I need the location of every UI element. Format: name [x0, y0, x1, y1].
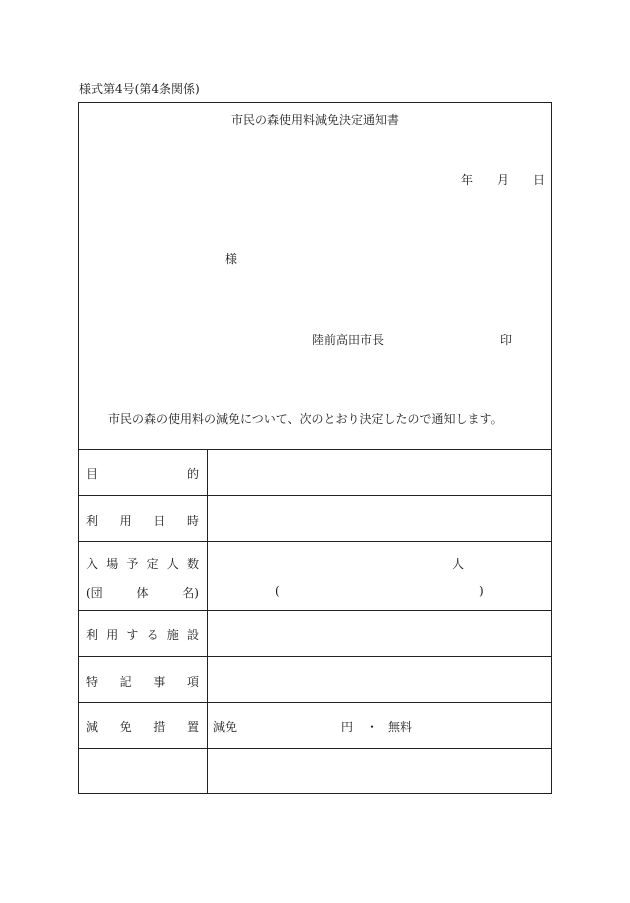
row-purpose — [79, 449, 551, 495]
seal-mark: 印 — [500, 333, 513, 347]
purpose-value — [208, 450, 551, 495]
char: (団 — [86, 586, 103, 600]
separator-dot: ・ — [366, 720, 379, 734]
char: 時 — [186, 514, 199, 528]
purpose-label — [79, 450, 208, 495]
char: る — [146, 628, 159, 642]
attendance-label — [79, 542, 208, 610]
use-datetime-label — [79, 496, 208, 541]
facilities-label — [79, 611, 208, 656]
notice-text: 市民の森の使用料の減免について、次のとおり決定したので通知します。 — [108, 412, 503, 426]
row-remarks — [79, 656, 551, 702]
remarks-label — [79, 657, 208, 702]
yen-unit: 円 — [341, 720, 354, 734]
char: 項 — [186, 675, 199, 689]
group-paren-open: ( — [275, 584, 280, 598]
row-facilities — [79, 610, 551, 656]
row-blank — [79, 748, 551, 794]
char: 措 — [153, 720, 166, 734]
year-label: 年 — [460, 173, 473, 187]
char: 数 — [186, 557, 199, 571]
char: 体 — [136, 586, 149, 600]
char: 予 — [126, 557, 139, 571]
person-unit: 人 — [452, 557, 465, 571]
form-number-label: 様式第4号(第4条関係) — [79, 82, 200, 96]
use-datetime-value — [208, 496, 551, 541]
char: 目 — [86, 467, 99, 481]
char: 名) — [182, 586, 199, 600]
char: 置 — [186, 720, 199, 734]
char: 減 — [86, 720, 99, 734]
char: 免 — [119, 720, 132, 734]
char: 定 — [146, 557, 159, 571]
char: 人 — [166, 557, 179, 571]
exemption-prefix: 減免 — [213, 720, 238, 734]
addressee-suffix: 様 — [225, 252, 238, 266]
remarks-value — [208, 657, 551, 702]
facilities-value — [208, 611, 551, 656]
document-title: 市民の森使用料減免決定通知書 — [230, 113, 399, 127]
exemption-value — [208, 703, 551, 748]
char: 的 — [186, 467, 199, 481]
date-line — [461, 171, 545, 188]
exemption-label — [79, 703, 208, 748]
row-use-datetime — [79, 495, 551, 541]
row-exemption — [79, 702, 551, 748]
char: 事 — [153, 675, 166, 689]
attendance-value — [208, 542, 551, 610]
char: 施 — [166, 628, 179, 642]
char: 利 — [86, 628, 99, 642]
month-label: 月 — [496, 173, 509, 187]
blank-value-cell — [208, 749, 551, 794]
char: 用 — [119, 514, 132, 528]
char: 場 — [106, 557, 119, 571]
blank-label-cell — [79, 749, 208, 794]
notification-form — [78, 102, 552, 794]
issuer-name: 陸前高田市長 — [312, 333, 385, 347]
char: す — [126, 628, 139, 642]
details-table — [79, 449, 551, 794]
free-of-charge-label: 無料 — [388, 720, 413, 734]
char: 設 — [186, 628, 199, 642]
char: 利 — [86, 514, 99, 528]
char: 特 — [86, 675, 99, 689]
day-label: 日 — [532, 173, 545, 187]
row-attendance — [79, 541, 551, 610]
char: 記 — [119, 675, 132, 689]
char: 用 — [106, 628, 119, 642]
char: 入 — [86, 557, 99, 571]
group-paren-close: ) — [479, 584, 484, 598]
char: 日 — [153, 514, 166, 528]
